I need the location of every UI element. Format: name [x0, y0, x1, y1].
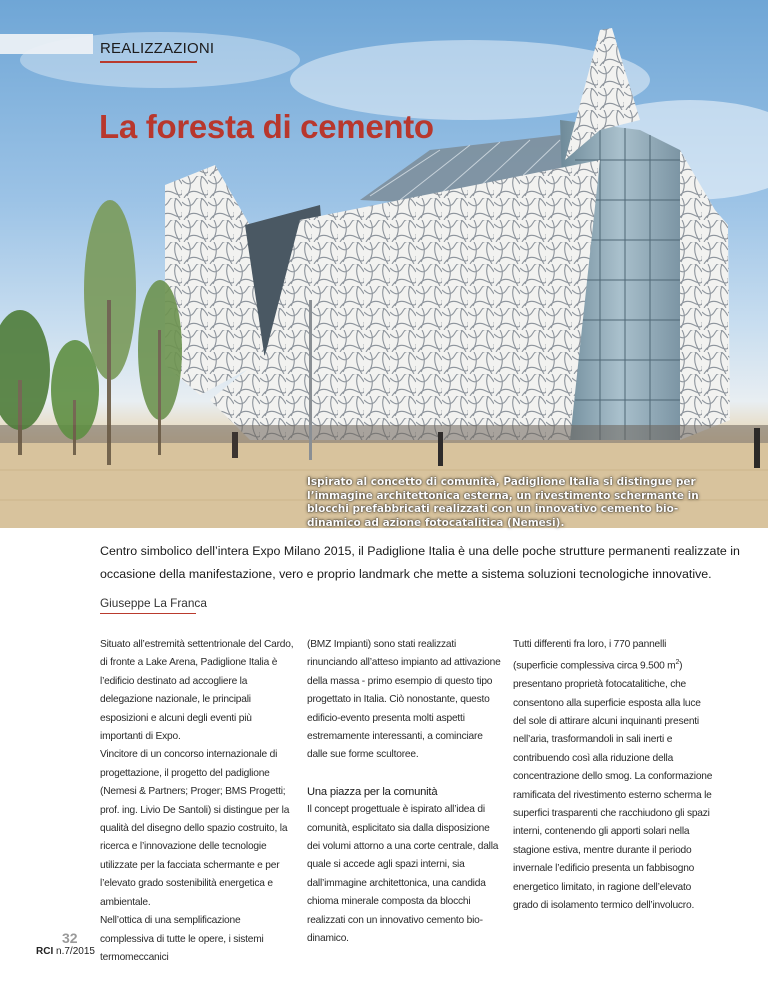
section-rule: [100, 61, 197, 63]
journal-name: RCI: [36, 946, 54, 957]
section-bar: [0, 34, 93, 54]
paragraph: (BMZ Impianti) sono stati realizzati rinunciando all’atteso impianto ad attivazione della massa - primo esempio di questo tipo progettato in Italia. Ciò nonostante, questo edificio-evento presenta molti aspetti estremamente interessanti, a cominciare dalle sue forme scultoree.: [307, 639, 501, 761]
paragraph: Vincitore di un concorso internazionale di progettazione, il progetto del padiglione (Nemesi & Partners; Proger; BMS Progetti; prof. ing. Livio De Santoli) si distingue per la qualità del disegno dello spazio costruito, la ricerca e l’innovazione delle tecnologie utilizzate per la facciata schermante e per l’elevato grado sostenibilità energetica e ambientale.: [100, 749, 290, 908]
subheading: Una piazza per la comunità: [307, 785, 438, 798]
paragraph-text: ) presentano proprietà fotocatalitiche, che consentono alla superficie esposta alla luce del sole di attirare alcuni inquinanti presenti nell’aria, trasformandoli in sali inerti e contribuendo così alla riduzione della concentrazione dello smog. La conformazione ramificata del rivestimento esterno scherma le superfici trasparenti che racchiudono gli spazi interni, contenendo gli apporti solari nella stagione estiva, mentre durante il periodo invernale l’edificio presenta un fabbisogno energetico limitato, in ragione dell’elevato grado di isolamento termico dell’involucro.: [513, 660, 713, 912]
journal-info: [36, 946, 95, 957]
paragraph: Situato all’estremità settentrionale del Cardo, di fronte a Lake Arena, Padiglione Italia è l’edificio destinato ad accogliere la delegazione nazionale, le principali esposizioni e alcuni degli eventi più importanti di Expo.: [100, 639, 294, 743]
paragraph: Nell’ottica di una semplificazione complessiva di tutte le opere, i sistemi termomeccanici: [100, 915, 264, 963]
author-rule: [100, 613, 196, 614]
paragraph: [513, 636, 713, 915]
page-number: 32: [62, 930, 78, 946]
body-column-2: [307, 636, 502, 949]
body-column-3: [513, 636, 713, 915]
paragraph-text: Tutti differenti fra loro, i 770 pannelli (superficie complessiva circa 9.500 m: [513, 639, 676, 672]
photo-caption: Ispirato al concetto di comunità, Padiglione Italia si distingue per l’immagine architettonica esterna, un rivestimento schermante in blocchi prefabbricati realizzati con un innovativo cemento bio-dinamico ad azione fotocatalitica (Nemesi).: [307, 476, 699, 529]
section-label: REALIZZAZIONI: [100, 40, 215, 57]
article-lead: Centro simbolico dell’intera Expo Milano 2015, il Padiglione Italia è una delle poche strutture permanenti realizzate in occasione della manifestazione, vero e proprio landmark che mette a sistema soluzioni tecnologiche innovative.: [100, 544, 740, 581]
article-title: La foresta di cemento: [99, 108, 434, 145]
issue-number: n.7/2015: [56, 946, 95, 957]
body-column-1: [100, 636, 295, 967]
superscript: 2: [675, 659, 680, 667]
paragraph: Il concept progettuale è ispirato all’idea di comunità, esplicitato sia dalla disposizione dei volumi attorno a una corte centrale, dalla quale si accede agli spazi interni, sia dall’immagine architettonica, una candida chioma minerale composta da blocchi realizzati con un innovativo cemento bio-dinamico.: [307, 804, 499, 945]
author-name: Giuseppe La Franca: [100, 596, 207, 610]
